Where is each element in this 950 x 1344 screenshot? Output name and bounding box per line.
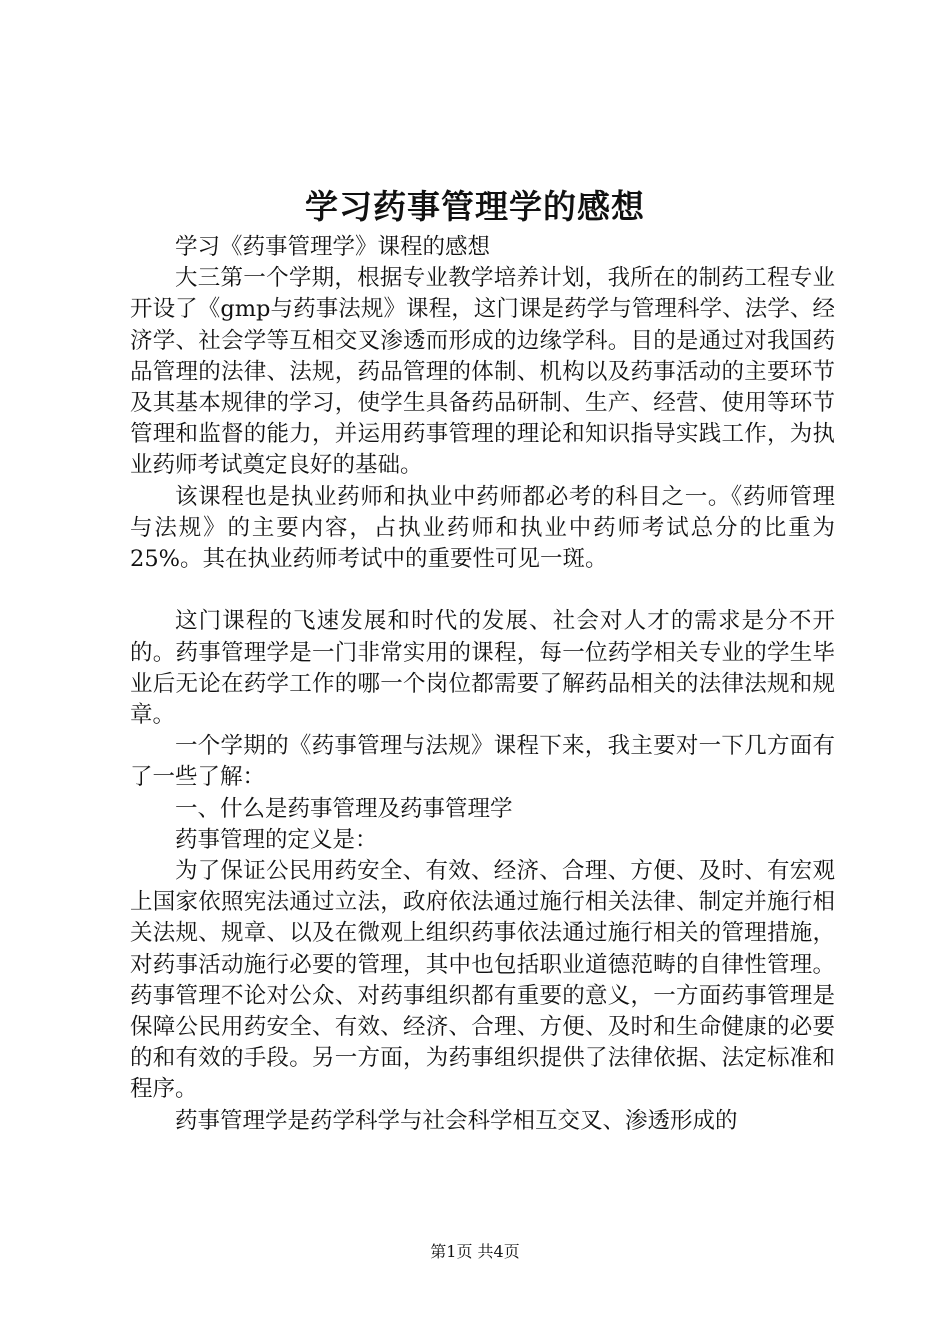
paragraph: 药事管理学是药学科学与社会科学相互交叉、渗透形成的 — [175, 1107, 738, 1134]
paragraph: 大三第一个学期，根据专业教学培养计划，我所在的制药工程专业开设了《gmp与药事法规》课程，这门课是药学与管理科学、法学、经济学、社会学等互相交叉渗透而形成的边缘学科。目的是通过对我国药品管理的法律、法规，药品管理的体制、机构以及药事活动的主要环节及其基本规律的学习，使学生具备药品研制、生产、经营、使用等环节管理和监督的能力，并运用药事管理的理论和知识指导实践工作，为执业药师考试奠定良好的基础。 — [130, 265, 835, 479]
paragraph: 一个学期的《药事管理与法规》课程下来，我主要对一下几方面有了一些了解： — [130, 733, 835, 791]
paragraph: 该课程也是执业药师和执业中药师都必考的科目之一。《药师管理与法规》的主要内容，占执业药师和执业中药师考试总分的比重为25%。其在执业药师考试中的重要性可见一斑。 — [130, 483, 835, 573]
section-heading: 一、什么是药事管理及药事管理学 — [175, 795, 513, 822]
paragraph-spacer — [130, 575, 835, 606]
paragraph-subtitle: 学习《药事管理学》课程的感想 — [175, 234, 491, 260]
paragraph: 药事管理的定义是： — [175, 826, 378, 853]
document-body — [130, 232, 835, 1137]
paragraph: 为了保证公民用药安全、有效、经济、合理、方便、及时、有宏观上国家依照宪法通过立法，政府依法通过施行相关法律、制定并施行相关法规、规章、以及在微观上组织药事依法通过施行相关的管理措施，对药事活动施行必要的管理，其中也包括职业道德范畴的自律性管理。药事管理不论对公众、对药事组织都有重要的意义，一方面药事管理是保障公民用药安全、有效、经济、合理、方便、及时和生命健康的必要的和有效的手段。另一方面，为药事组织提供了法律依据、法定标准和程序。 — [130, 858, 835, 1103]
paragraph: 这门课程的飞速发展和时代的发展、社会对人才的需求是分不开的。药事管理学是一门非常实用的课程，每一位药学相关专业的学生毕业后无论在药学工作的哪一个岗位都需要了解药品相关的法律法规和规章。 — [130, 608, 835, 729]
page-footer: 第1页 共4页 — [430, 1242, 520, 1261]
document-title: 学习药事管理学的感想 — [305, 187, 645, 226]
